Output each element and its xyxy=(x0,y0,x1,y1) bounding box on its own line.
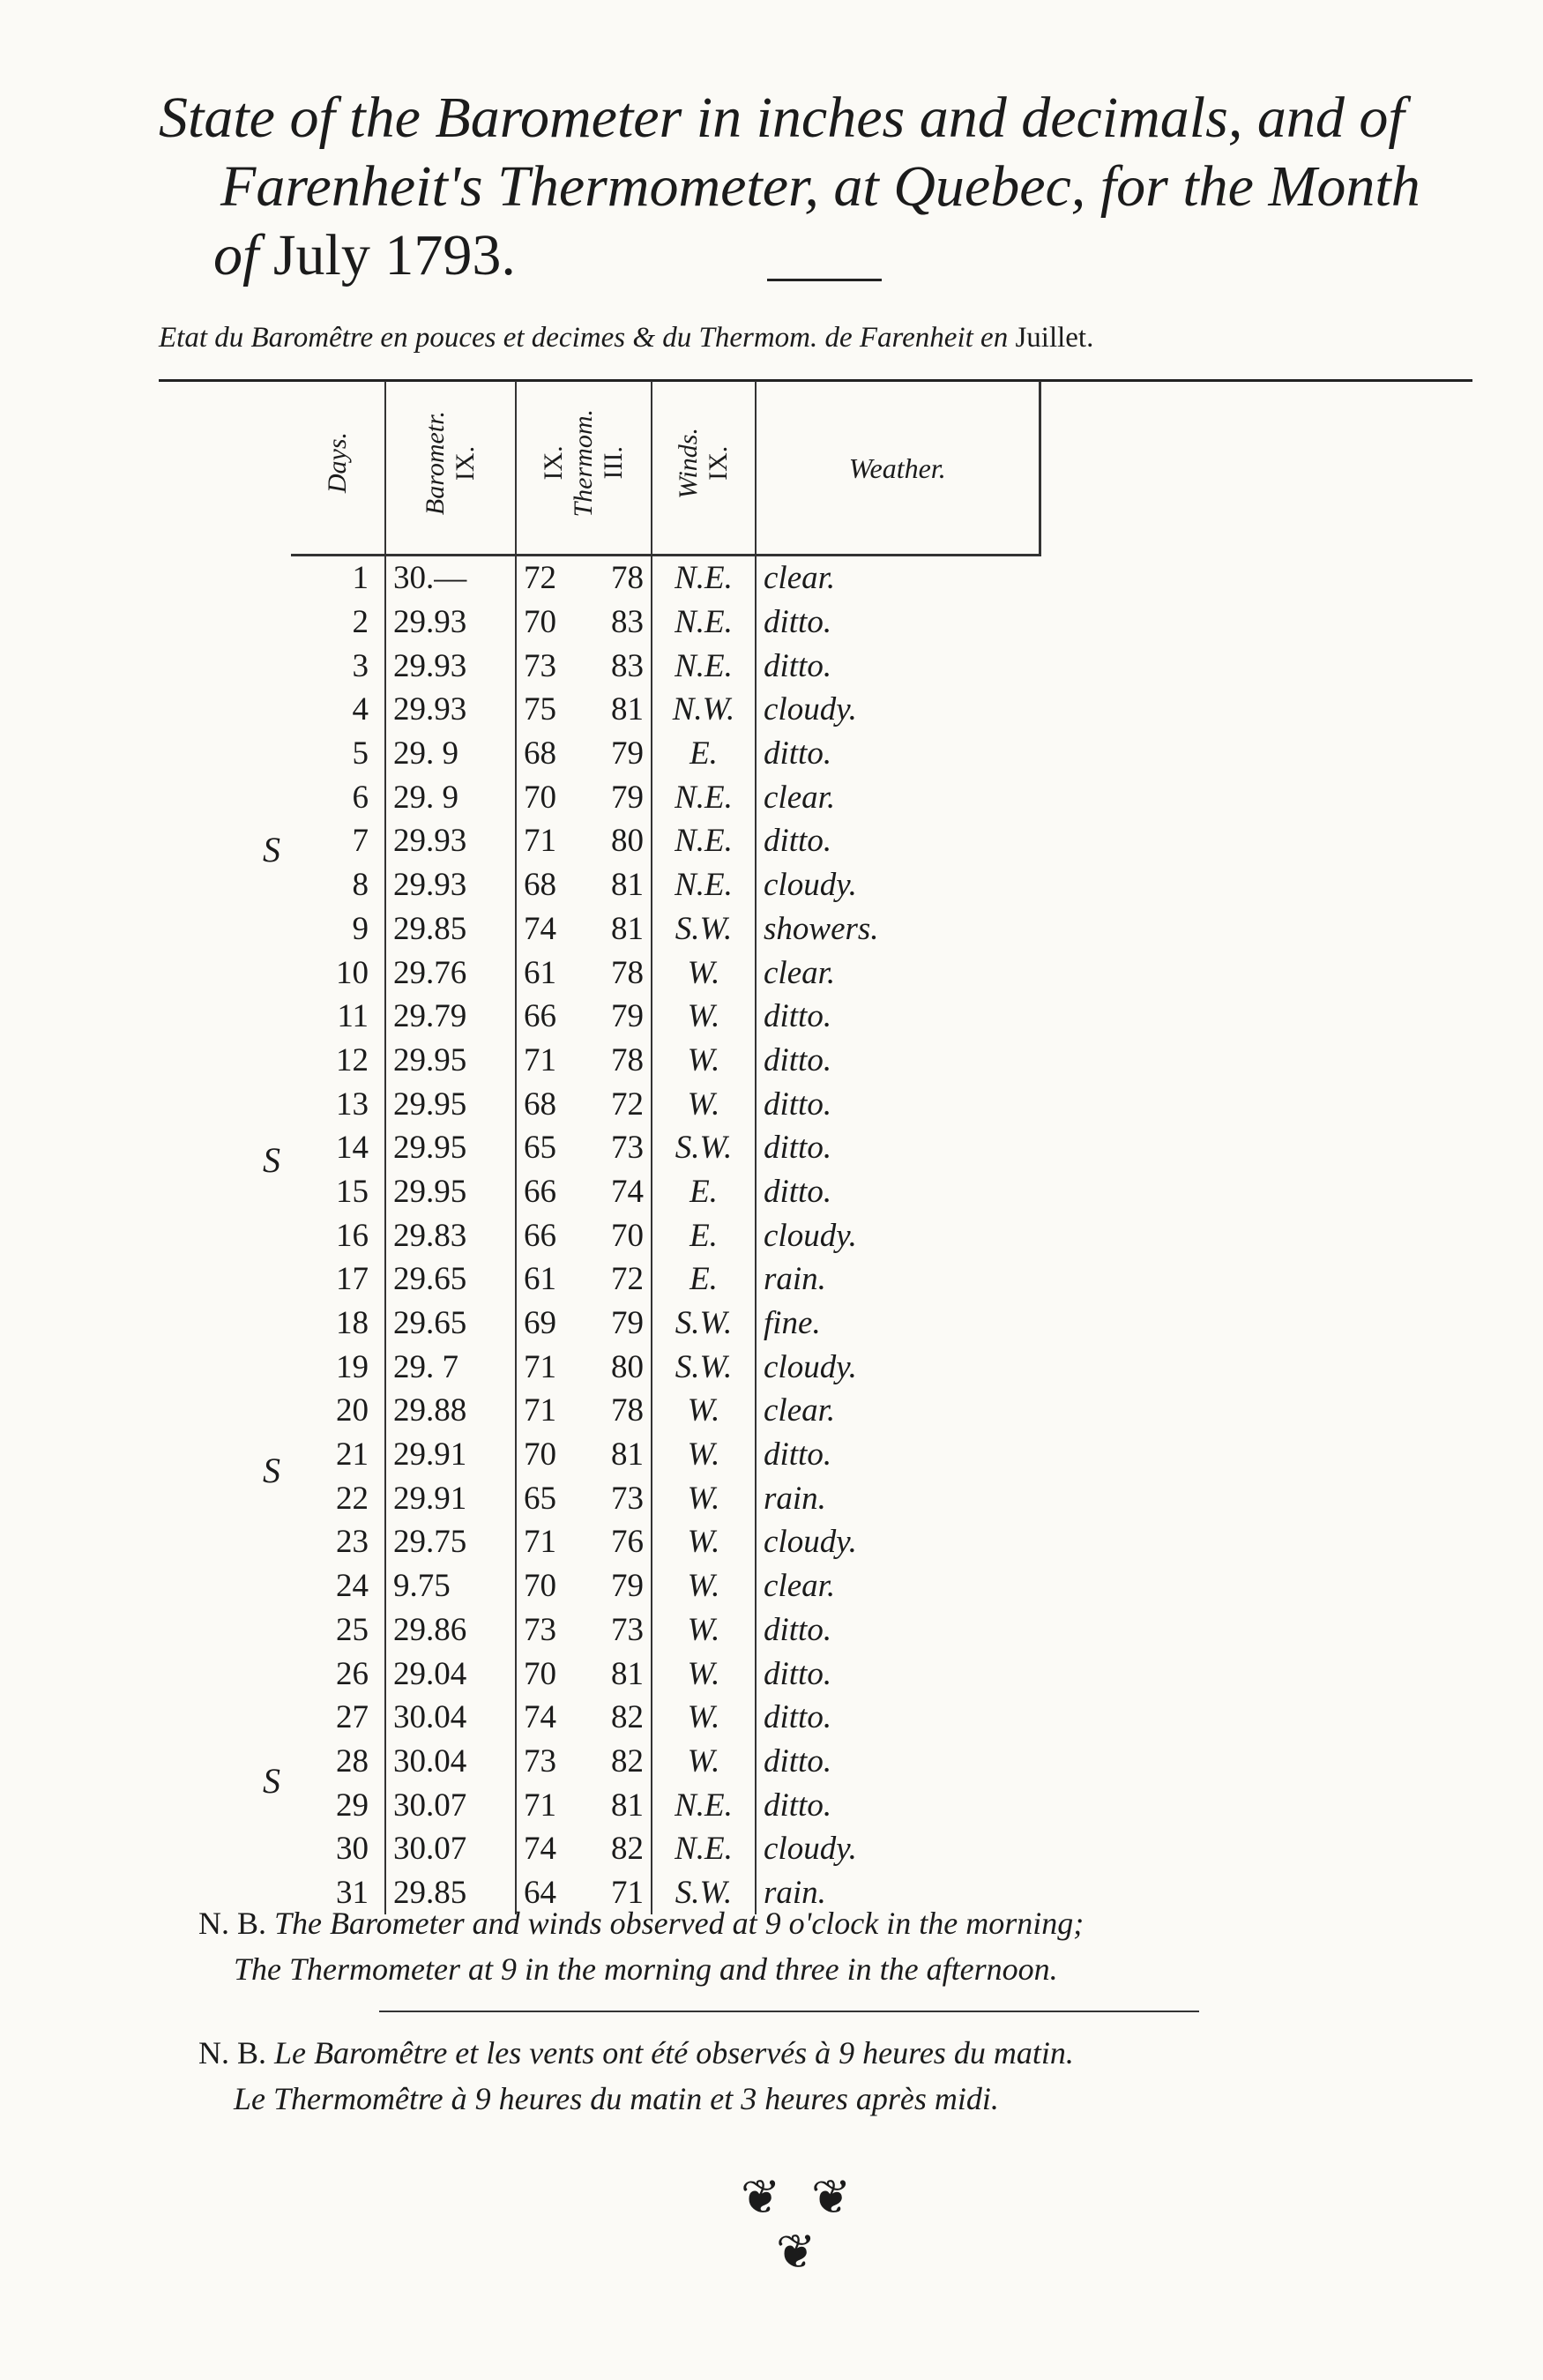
day-cell: 6 xyxy=(352,779,369,816)
thermometer-3pm-cell: 74 xyxy=(611,1173,644,1210)
table-row xyxy=(291,1345,1040,1389)
weather-cell: cloudy. xyxy=(756,863,1040,907)
table-row xyxy=(291,1389,1040,1433)
thermometer-3pm-cell: 80 xyxy=(611,823,644,860)
weather-cell: fine. xyxy=(756,1302,1040,1346)
col-winds-label: Winds. xyxy=(674,427,703,499)
thermometer-3pm-cell: 79 xyxy=(611,735,644,772)
table-row xyxy=(291,951,1040,995)
barometer-cell: 29.85 xyxy=(385,1871,516,1915)
wind-cell: E. xyxy=(652,1213,756,1257)
thermometer-9am-cell: 71 xyxy=(516,1389,582,1433)
weather-cell: cloudy. xyxy=(756,1520,1040,1564)
barometer-cell: 29.91 xyxy=(385,1433,516,1477)
barometer-cell: 30.07 xyxy=(385,1783,516,1827)
thermometer-9am-cell: 71 xyxy=(516,1039,582,1083)
fleuron-bottom-icon: ❦ xyxy=(776,2226,816,2279)
barometer-cell: 29.85 xyxy=(385,907,516,951)
thermometer-9am-cell: 66 xyxy=(516,1170,582,1214)
thermometer-9am-cell: 74 xyxy=(516,1696,582,1740)
day-cell: 1 xyxy=(291,556,385,601)
thermometer-3pm-cell: 83 xyxy=(611,647,644,684)
day-cell: 23 xyxy=(336,1524,369,1561)
sunday-mark: S xyxy=(263,829,280,869)
thermometer-3pm-cell: 73 xyxy=(611,1611,644,1648)
thermometer-9am-cell: 70 xyxy=(516,1652,582,1696)
day-cell: 28 xyxy=(336,1742,369,1779)
table-row xyxy=(291,1827,1040,1871)
weather-cell: clear. xyxy=(756,775,1040,819)
title-line-2: Farenheit's Thermometer, at Quebec, for the Month xyxy=(220,154,1420,219)
barometer-cell: 29.91 xyxy=(385,1476,516,1520)
barometer-cell: 29.88 xyxy=(385,1389,516,1433)
day-cell: 3 xyxy=(352,647,369,684)
wind-cell: W. xyxy=(652,1564,756,1608)
wind-cell: N.E. xyxy=(652,601,756,645)
col-barometer-label: Barometr. xyxy=(421,410,450,516)
thermometer-3pm-cell: 79 xyxy=(611,779,644,816)
day-cell: 4 xyxy=(352,691,369,728)
table-row xyxy=(291,1082,1040,1126)
wind-cell: E. xyxy=(652,1170,756,1214)
thermometer-9am-cell: 71 xyxy=(516,1783,582,1827)
wind-cell: N.E. xyxy=(652,863,756,907)
col-winds xyxy=(652,381,756,556)
barometer-cell: 29. 7 xyxy=(385,1345,516,1389)
col-weather-label: Weather. xyxy=(848,451,946,484)
table-row xyxy=(291,1170,1040,1214)
note-french-line-2: Le Thermomêtre à 9 heures du matin et 3 heures après midi. xyxy=(234,2081,999,2116)
wind-cell: N.E. xyxy=(652,819,756,863)
col-days-label: Days. xyxy=(323,432,352,494)
weather-cell: showers. xyxy=(756,907,1040,951)
thermometer-3pm-cell: 81 xyxy=(611,1436,644,1474)
day-cell: 31 xyxy=(336,1874,369,1911)
day-cell: 5 xyxy=(352,735,369,772)
thermometer-9am-cell: 72 xyxy=(516,556,582,601)
note-english-label: N. B. xyxy=(198,1906,267,1941)
thermometer-9am-cell: 68 xyxy=(516,732,582,776)
thermometer-3pm-cell: 70 xyxy=(611,1217,644,1254)
day-cell: 24 xyxy=(336,1568,369,1605)
title-date: July 1793. xyxy=(272,223,516,287)
barometer-cell: 29. 9 xyxy=(385,775,516,819)
wind-cell: W. xyxy=(652,1608,756,1653)
fleuron-ornament xyxy=(732,2169,873,2293)
table-row xyxy=(291,688,1040,732)
note-english-line-2: The Thermometer at 9 in the morning and three in the afternoon. xyxy=(234,1951,1058,1987)
wind-cell: N.E. xyxy=(652,644,756,688)
thermometer-3pm-cell: 73 xyxy=(611,1130,644,1167)
thermometer-9am-cell: 71 xyxy=(516,1345,582,1389)
day-cell: 17 xyxy=(336,1261,369,1298)
barometer-cell: 29.83 xyxy=(385,1213,516,1257)
col-thermometer xyxy=(516,381,652,556)
weather-cell: rain. xyxy=(756,1871,1040,1915)
barometer-cell: 30.— xyxy=(385,556,516,601)
thermometer-3pm-cell: 79 xyxy=(611,998,644,1035)
thermometer-3pm-cell: 72 xyxy=(611,1261,644,1298)
thermometer-9am-cell: 68 xyxy=(516,863,582,907)
col-days xyxy=(291,381,385,556)
weather-log-table xyxy=(291,381,1041,1914)
table-row xyxy=(291,1608,1040,1653)
day-cell: 25 xyxy=(336,1611,369,1648)
french-subtitle xyxy=(159,322,1499,354)
note-english-line-1: The Barometer and winds observed at 9 o'clock in the morning; xyxy=(274,1906,1085,1941)
day-cell: 2 xyxy=(352,604,369,641)
table-row xyxy=(291,644,1040,688)
thermometer-9am-cell: 73 xyxy=(516,644,582,688)
day-cell: 14 xyxy=(336,1130,369,1167)
col-thermometer-label: Thermom. xyxy=(569,408,598,518)
wind-cell: S.W. xyxy=(652,1302,756,1346)
thermometer-3pm-cell: 71 xyxy=(611,1874,644,1911)
barometer-cell: 29.95 xyxy=(385,1170,516,1214)
day-cell: 12 xyxy=(336,1041,369,1078)
notes-divider xyxy=(379,2011,1199,2012)
thermometer-9am-cell: 65 xyxy=(516,1126,582,1170)
weather-cell: ditto. xyxy=(756,1126,1040,1170)
thermometer-9am-cell: 65 xyxy=(516,1476,582,1520)
thermometer-9am-cell: 66 xyxy=(516,1213,582,1257)
day-cell: 22 xyxy=(336,1480,369,1517)
table-row xyxy=(291,1740,1040,1784)
weather-cell: cloudy. xyxy=(756,1345,1040,1389)
thermometer-3pm-cell: 83 xyxy=(611,604,644,641)
weather-cell: cloudy. xyxy=(756,1827,1040,1871)
table-row xyxy=(291,1652,1040,1696)
title-rule xyxy=(767,279,882,281)
thermometer-9am-cell: 69 xyxy=(516,1302,582,1346)
thermometer-3pm-cell: 82 xyxy=(611,1831,644,1868)
weather-cell: ditto. xyxy=(756,601,1040,645)
wind-cell: E. xyxy=(652,1257,756,1302)
barometer-cell: 29.93 xyxy=(385,601,516,645)
thermometer-9am-cell: 68 xyxy=(516,1082,582,1126)
barometer-cell: 29.65 xyxy=(385,1257,516,1302)
table-row xyxy=(291,732,1040,776)
table-row xyxy=(291,1783,1040,1827)
thermometer-3pm-cell: 81 xyxy=(611,1787,644,1824)
weather-cell: clear. xyxy=(756,556,1040,601)
wind-cell: N.E. xyxy=(652,1783,756,1827)
thermometer-3pm-cell: 79 xyxy=(611,1568,644,1605)
barometer-cell: 29.04 xyxy=(385,1652,516,1696)
barometer-cell: 30.04 xyxy=(385,1696,516,1740)
thermometer-9am-cell: 61 xyxy=(516,951,582,995)
wind-cell: W. xyxy=(652,1039,756,1083)
day-cell: 10 xyxy=(336,954,369,991)
day-cell: 9 xyxy=(352,910,369,947)
col-weather xyxy=(756,381,1040,556)
table-row xyxy=(291,907,1040,951)
weather-cell: ditto. xyxy=(756,995,1040,1039)
title-line-1: State of the Barometer in inches and decimals, and of xyxy=(159,86,1405,150)
day-cell: 15 xyxy=(336,1173,369,1210)
table-row xyxy=(291,1213,1040,1257)
wind-cell: W. xyxy=(652,1433,756,1477)
wind-cell: E. xyxy=(652,732,756,776)
french-subtitle-text: Etat du Baromêtre en pouces et decimes & du Thermom. de Farenheit en xyxy=(159,322,1009,354)
weather-cell: clear. xyxy=(756,1564,1040,1608)
thermometer-9am-cell: 71 xyxy=(516,819,582,863)
thermometer-9am-cell: 73 xyxy=(516,1608,582,1653)
day-cell: 7 xyxy=(352,823,369,860)
col-therm-hour-1: IX. xyxy=(539,445,568,481)
wind-cell: W. xyxy=(652,995,756,1039)
thermometer-3pm-cell: 81 xyxy=(611,691,644,728)
weather-cell: ditto. xyxy=(756,1696,1040,1740)
thermometer-9am-cell: 74 xyxy=(516,907,582,951)
day-cell: 20 xyxy=(336,1392,369,1429)
fleuron-right-icon: ❦ xyxy=(811,2171,852,2224)
wind-cell: W. xyxy=(652,1740,756,1784)
weather-cell: cloudy. xyxy=(756,1213,1040,1257)
day-cell: 11 xyxy=(337,998,369,1035)
thermometer-9am-cell: 66 xyxy=(516,995,582,1039)
col-therm-hour-2: III. xyxy=(599,446,628,480)
wind-cell: S.W. xyxy=(652,1871,756,1915)
day-cell: 18 xyxy=(336,1305,369,1342)
thermometer-9am-cell: 70 xyxy=(516,1564,582,1608)
barometer-cell: 29.95 xyxy=(385,1082,516,1126)
barometer-cell: 29.93 xyxy=(385,863,516,907)
day-cell: 26 xyxy=(336,1655,369,1692)
page-title xyxy=(159,84,1481,290)
thermometer-3pm-cell: 82 xyxy=(611,1742,644,1779)
note-french xyxy=(198,2030,1486,2122)
thermometer-3pm-cell: 81 xyxy=(611,910,644,947)
thermometer-9am-cell: 71 xyxy=(516,1520,582,1564)
weather-cell: rain. xyxy=(756,1257,1040,1302)
weather-cell: ditto. xyxy=(756,1783,1040,1827)
col-barometer xyxy=(385,381,516,556)
wind-cell: N.E. xyxy=(652,1827,756,1871)
barometer-cell: 30.04 xyxy=(385,1740,516,1784)
thermometer-3pm-cell: 78 xyxy=(611,1041,644,1078)
weather-cell: ditto. xyxy=(756,644,1040,688)
barometer-cell: 29.76 xyxy=(385,951,516,995)
wind-cell: N.W. xyxy=(652,688,756,732)
wind-cell: N.E. xyxy=(652,556,756,601)
title-line-3-prefix: of xyxy=(213,223,259,287)
wind-cell: N.E. xyxy=(652,775,756,819)
note-english xyxy=(198,1900,1486,1992)
table-row xyxy=(291,863,1040,907)
weather-cell: ditto. xyxy=(756,1170,1040,1214)
thermometer-3pm-cell: 76 xyxy=(611,1524,644,1561)
table-row xyxy=(291,1039,1040,1083)
barometer-cell: 30.07 xyxy=(385,1827,516,1871)
wind-cell: W. xyxy=(652,951,756,995)
wind-cell: W. xyxy=(652,1696,756,1740)
thermometer-9am-cell: 74 xyxy=(516,1827,582,1871)
weather-cell: ditto. xyxy=(756,1608,1040,1653)
table-row xyxy=(291,1302,1040,1346)
wind-cell: W. xyxy=(652,1652,756,1696)
day-cell: 16 xyxy=(336,1217,369,1254)
day-cell: 30 xyxy=(336,1831,369,1868)
wind-cell: S.W. xyxy=(652,907,756,951)
weather-cell: ditto. xyxy=(756,1740,1040,1784)
wind-cell: S.W. xyxy=(652,1126,756,1170)
thermometer-9am-cell: 64 xyxy=(516,1871,582,1915)
thermometer-3pm-cell: 72 xyxy=(611,1086,644,1123)
day-cell: 19 xyxy=(336,1348,369,1385)
table-row xyxy=(291,1696,1040,1740)
barometer-cell: 29.65 xyxy=(385,1302,516,1346)
day-cell: 27 xyxy=(336,1699,369,1736)
barometer-cell: 29.86 xyxy=(385,1608,516,1653)
thermometer-9am-cell: 70 xyxy=(516,1433,582,1477)
weather-cell: cloudy. xyxy=(756,688,1040,732)
weather-cell: ditto. xyxy=(756,1082,1040,1126)
thermometer-9am-cell: 70 xyxy=(516,601,582,645)
table-row xyxy=(291,556,1040,601)
barometer-cell: 9.75 xyxy=(385,1564,516,1608)
wind-cell: W. xyxy=(652,1520,756,1564)
wind-cell: W. xyxy=(652,1476,756,1520)
barometer-cell: 29.95 xyxy=(385,1039,516,1083)
weather-cell: clear. xyxy=(756,1389,1040,1433)
barometer-cell: 29. 9 xyxy=(385,732,516,776)
table-row xyxy=(291,1476,1040,1520)
sunday-mark: S xyxy=(263,1139,280,1180)
day-cell: 21 xyxy=(336,1436,369,1474)
weather-cell: ditto. xyxy=(756,732,1040,776)
barometer-cell: 29.79 xyxy=(385,995,516,1039)
thermometer-3pm-cell: 78 xyxy=(582,556,652,601)
thermometer-3pm-cell: 78 xyxy=(611,954,644,991)
weather-cell: ditto. xyxy=(756,1433,1040,1477)
thermometer-3pm-cell: 82 xyxy=(611,1699,644,1736)
table-row xyxy=(291,819,1040,863)
note-french-line-1: Le Baromêtre et les vents ont été observés à 9 heures du matin. xyxy=(274,2035,1074,2070)
table-body xyxy=(291,556,1040,1915)
wind-cell: W. xyxy=(652,1389,756,1433)
note-french-label: N. B. xyxy=(198,2035,267,2070)
barometer-cell: 29.93 xyxy=(385,688,516,732)
table-row xyxy=(291,1433,1040,1477)
table-row xyxy=(291,1564,1040,1608)
table-row xyxy=(291,775,1040,819)
thermometer-9am-cell: 75 xyxy=(516,688,582,732)
barometer-cell: 29.95 xyxy=(385,1126,516,1170)
wind-cell: S.W. xyxy=(652,1345,756,1389)
sunday-mark: S xyxy=(263,1761,280,1802)
table-header-row xyxy=(291,381,1040,556)
thermometer-3pm-cell: 73 xyxy=(611,1480,644,1517)
weather-cell: clear. xyxy=(756,951,1040,995)
barometer-cell: 29.75 xyxy=(385,1520,516,1564)
thermometer-9am-cell: 70 xyxy=(516,775,582,819)
sunday-mark: S xyxy=(263,1451,280,1490)
thermometer-9am-cell: 61 xyxy=(516,1257,582,1302)
day-cell: 29 xyxy=(336,1787,369,1824)
table-row xyxy=(291,601,1040,645)
thermometer-3pm-cell: 78 xyxy=(611,1392,644,1429)
thermometer-3pm-cell: 79 xyxy=(611,1305,644,1342)
table-row xyxy=(291,1520,1040,1564)
thermometer-3pm-cell: 81 xyxy=(611,867,644,904)
wind-cell: W. xyxy=(652,1082,756,1126)
day-cell: 13 xyxy=(336,1086,369,1123)
day-cell: 8 xyxy=(352,867,369,904)
thermometer-3pm-cell: 81 xyxy=(611,1655,644,1692)
table-row xyxy=(291,1126,1040,1170)
thermometer-3pm-cell: 80 xyxy=(611,1348,644,1385)
barometer-cell: 29.93 xyxy=(385,644,516,688)
weather-cell: ditto. xyxy=(756,1039,1040,1083)
weather-cell: ditto. xyxy=(756,819,1040,863)
barometer-cell: 29.93 xyxy=(385,819,516,863)
col-barometer-hour: IX. xyxy=(451,445,480,481)
table-row xyxy=(291,1257,1040,1302)
col-winds-hour: IX. xyxy=(704,445,733,481)
weather-cell: ditto. xyxy=(756,1652,1040,1696)
french-subtitle-month: Juillet. xyxy=(1015,322,1094,354)
table-row xyxy=(291,995,1040,1039)
weather-cell: rain. xyxy=(756,1476,1040,1520)
thermometer-9am-cell: 73 xyxy=(516,1740,582,1784)
fleuron-left-icon: ❦ xyxy=(741,2171,781,2224)
